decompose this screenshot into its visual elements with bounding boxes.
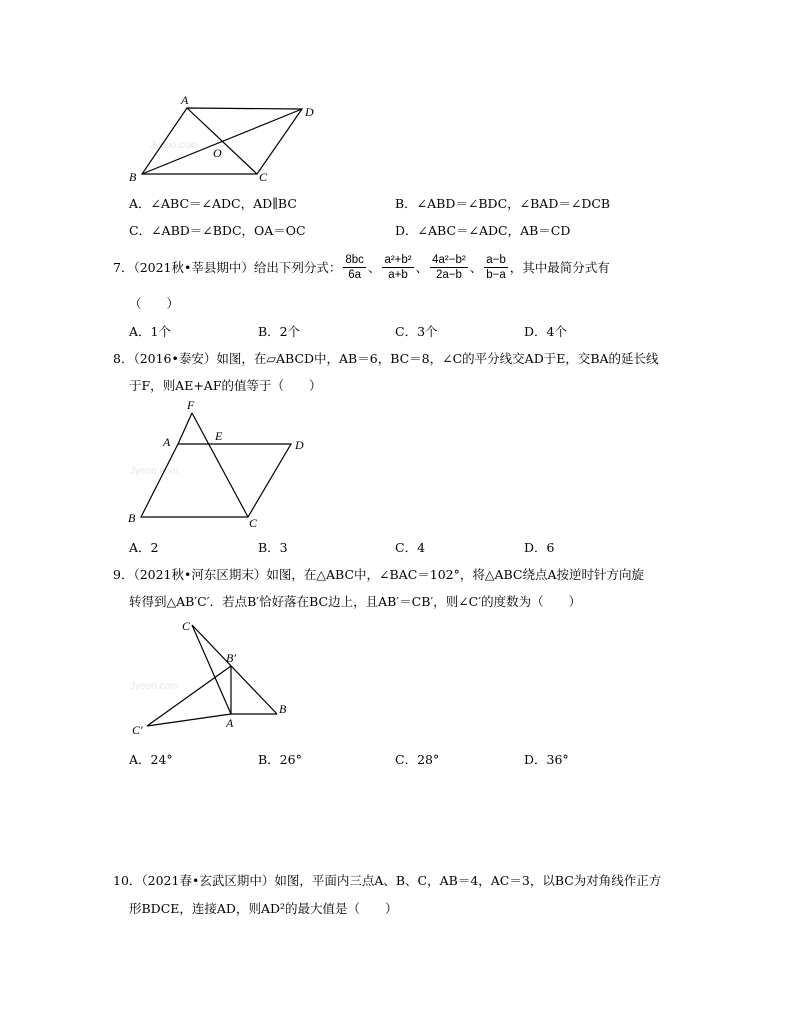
q7-sep-1: 、 [367, 260, 381, 275]
label-o: O [213, 146, 222, 160]
label-c: C [249, 516, 258, 530]
q7-frac3-num: 4a²−b² [432, 253, 466, 266]
q6-figure [120, 90, 330, 190]
q9-option-a[interactable]: A．24° [129, 752, 173, 767]
q7-frac2-num: a²+b² [384, 253, 412, 266]
q7-option-c[interactable]: C．3个 [395, 324, 438, 339]
label-b: B [128, 511, 136, 525]
label-a: A [181, 93, 189, 107]
parallelogram-abcd [141, 444, 291, 517]
label-d: D [305, 105, 314, 119]
q6-watermark: Jyeoo.com [150, 140, 199, 151]
q7-fraction-2 [382, 254, 413, 281]
q7-suffix: ，其中最简分式有 [509, 260, 610, 275]
q9-option-d[interactable]: D．36° [524, 752, 569, 767]
q9-figure [125, 613, 305, 738]
label-c: C [182, 619, 191, 633]
segment-cprime-a [147, 714, 231, 726]
q7-frac4-num: a−b [486, 253, 506, 266]
q8-stem-line2: 于F，则AE+AF的值等于（ ） [129, 378, 322, 393]
q7-option-b[interactable]: B．2个 [258, 324, 301, 339]
q8-watermark: Jyeoo.com [130, 466, 179, 477]
q7-sep-3: 、 [469, 260, 483, 275]
q7-frac4-den: b−a [486, 268, 506, 281]
q7-prefix: 7．（2021秋•莘县期中）给出下列分式： [113, 260, 342, 275]
q8-option-c[interactable]: C．4 [395, 540, 426, 555]
q9-stem-line2: 转得到△AB′C′．若点B′恰好落在BC边上，且AB′＝CB′，则∠C′的度数为（ ） [129, 594, 582, 609]
q6-option-b[interactable]: B．∠ABD＝∠BDC，∠BAD＝∠DCB [395, 196, 611, 211]
segment-cb [192, 625, 277, 714]
q7-option-d[interactable]: D．4个 [524, 324, 567, 339]
q8-figure [125, 398, 320, 533]
q7-frac1-num: 8bc [345, 253, 364, 266]
label-c-prime: C′ [132, 723, 143, 737]
segment-cprime-bprime [147, 666, 231, 726]
label-b: B [279, 702, 287, 716]
q7-fraction-3 [430, 254, 468, 281]
q10-stem-line1: 10．（2021春•玄武区期中）如图，平面内三点A、B、C，AB＝4，AC＝3，以BC为对角线作正方 [113, 873, 662, 888]
segment-af [178, 413, 192, 444]
q7-option-a[interactable]: A．1个 [129, 324, 171, 339]
q8-option-d[interactable]: D．6 [524, 540, 555, 555]
q8-option-a[interactable]: A．2 [129, 540, 159, 555]
label-b-prime: B′ [226, 651, 236, 665]
label-c: C [259, 170, 268, 184]
q8-option-b[interactable]: B．3 [258, 540, 288, 555]
label-a: A [226, 716, 234, 730]
q7-frac1-den: 6a [348, 268, 362, 281]
q9-option-c[interactable]: C．28° [395, 752, 440, 767]
q6-option-c[interactable]: C．∠ABD＝∠BDC，OA＝OC [129, 223, 306, 238]
q7-frac3-den: 2a−b [435, 268, 462, 281]
q6-option-d[interactable]: D．∠ABC＝∠ADC，AB＝CD [395, 223, 571, 238]
label-b: B [129, 170, 137, 184]
q8-stem-line1: 8．（2016•泰安）如图，在▱ABCD中，AB＝6，BC＝8，∠C的平分线交AD于E，交BA的延长线 [113, 351, 659, 366]
label-e: E [215, 429, 223, 443]
label-d: D [295, 438, 304, 452]
q7-fraction-1 [343, 254, 366, 281]
q7-frac2-den: a+b [388, 268, 408, 281]
q7-stem [113, 247, 610, 287]
q7-fraction-4 [484, 254, 508, 281]
label-f: F [187, 398, 195, 412]
label-a: A [163, 435, 171, 449]
q9-option-b[interactable]: B．26° [258, 752, 302, 767]
q7-sep-2: 、 [415, 260, 429, 275]
q9-watermark: Jyeoo.com [130, 681, 179, 692]
q7-blank: （ ） [129, 296, 180, 311]
q10-stem-line2: 形BDCE，连接AD，则AD²的最大值是（ ） [129, 901, 398, 916]
q6-option-a[interactable]: A．∠ABC＝∠ADC，AD∥BC [129, 196, 297, 211]
q9-stem-line1: 9．（2021秋•河东区期末）如图，在△ABC中，∠BAC＝102°，将△ABC绕点A按逆时针方向旋 [113, 567, 645, 582]
